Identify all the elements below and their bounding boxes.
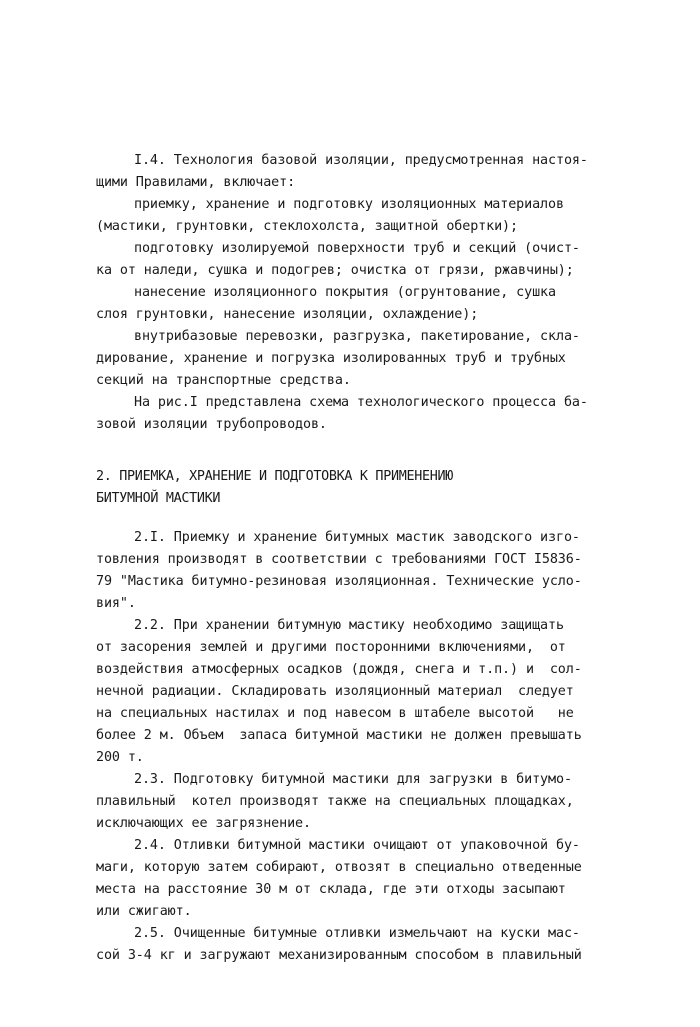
paragraph-line: маги, которую затем собирают, отвозят в специально отведенные (96, 860, 582, 875)
list-item-line: дирование, хранение и погрузка изолированных труб и трубных (96, 351, 566, 366)
section-heading-line: БИТУМНОЙ МАСТИКИ (96, 491, 221, 506)
paragraph-line: более 2 м. Объем запаса битумной мастики не должен превышать (96, 728, 582, 743)
list-item-line: приемку, хранение и подготовку изоляционных материалов (134, 197, 564, 212)
paragraph-line: воздействия атмосферных осадков (дождя, снега и т.п.) и сол- (96, 662, 582, 677)
paragraph-line: 2.5. Очищенные битумные отливки измельчают на куски мас- (134, 926, 580, 941)
paragraph-line: сой 3-4 кг и загружают механизированным способом в плавильный (96, 948, 582, 963)
paragraph-line: 79 "Мастика битумно-резиновая изоляционная. Технические усло- (96, 574, 582, 589)
paragraph-line: I.4. Технология базовой изоляции, предусмотренная настоя- (134, 153, 588, 168)
paragraph-line: зовой изоляции трубопроводов. (96, 417, 327, 432)
paragraph-line: от засорения землей и другими посторонними включениями, от (96, 640, 566, 655)
list-item-line: (мастики, грунтовки, стеклохолста, защитной обертки); (96, 219, 518, 234)
paragraph-line: нечной радиации. Складировать изоляционный материал следует (96, 684, 574, 699)
list-item-line: внутрибазовые перевозки, разгрузка, пакетирование, скла- (134, 329, 580, 344)
paragraph-line: 200 т. (96, 750, 144, 765)
paragraph-line: на специальных настилах и под навесом в штабеле высотой не (96, 706, 574, 721)
list-item-line: нанесение изоляционного покрытия (огрунтование, сушка (134, 285, 556, 300)
paragraph-line: или сжигают. (96, 904, 192, 919)
section-heading-line: 2. ПРИЕМКА, ХРАНЕНИЕ И ПОДГОТОВКА К ПРИМЕНЕНИЮ (96, 469, 454, 484)
paragraph-line: На рис.I представлена схема технологического процесса ба- (134, 395, 588, 410)
paragraph-line: плавильный котел производят также на специальных площадках, (96, 794, 574, 809)
paragraph-line: товления производят в соответствии с требованиями ГОСТ I5836- (96, 552, 582, 567)
paragraph-line: 2.3. Подготовку битумной мастики для загрузки в битумо- (134, 772, 572, 787)
paragraph-line: вия". (96, 596, 136, 611)
paragraph-line: 2.4. Отливки битумной мастики очищают от упаковочной бу- (134, 838, 580, 853)
paragraph-line: места на расстояние 30 м от склада, где эти отходы засыпают (96, 882, 566, 897)
paragraph-line: щими Правилами, включает: (96, 175, 296, 190)
paragraph-line: исключающих ее загрязнение. (96, 816, 311, 831)
list-item-line: секций на транспортные средства. (96, 373, 351, 388)
list-item-line: слоя грунтовки, нанесение изоляции, охлаждение); (96, 307, 479, 322)
list-item-line: подготовку изолируемой поверхности труб и секций (очист- (134, 241, 580, 256)
list-item-line: ка от наледи, сушка и подогрев; очистка от грязи, ржавчины); (96, 263, 574, 278)
paragraph-line: 2.I. Приемку и хранение битумных мастик заводского изго- (134, 530, 580, 545)
paragraph-line: 2.2. При хранении битумную мастику необходимо защищать (134, 618, 564, 633)
